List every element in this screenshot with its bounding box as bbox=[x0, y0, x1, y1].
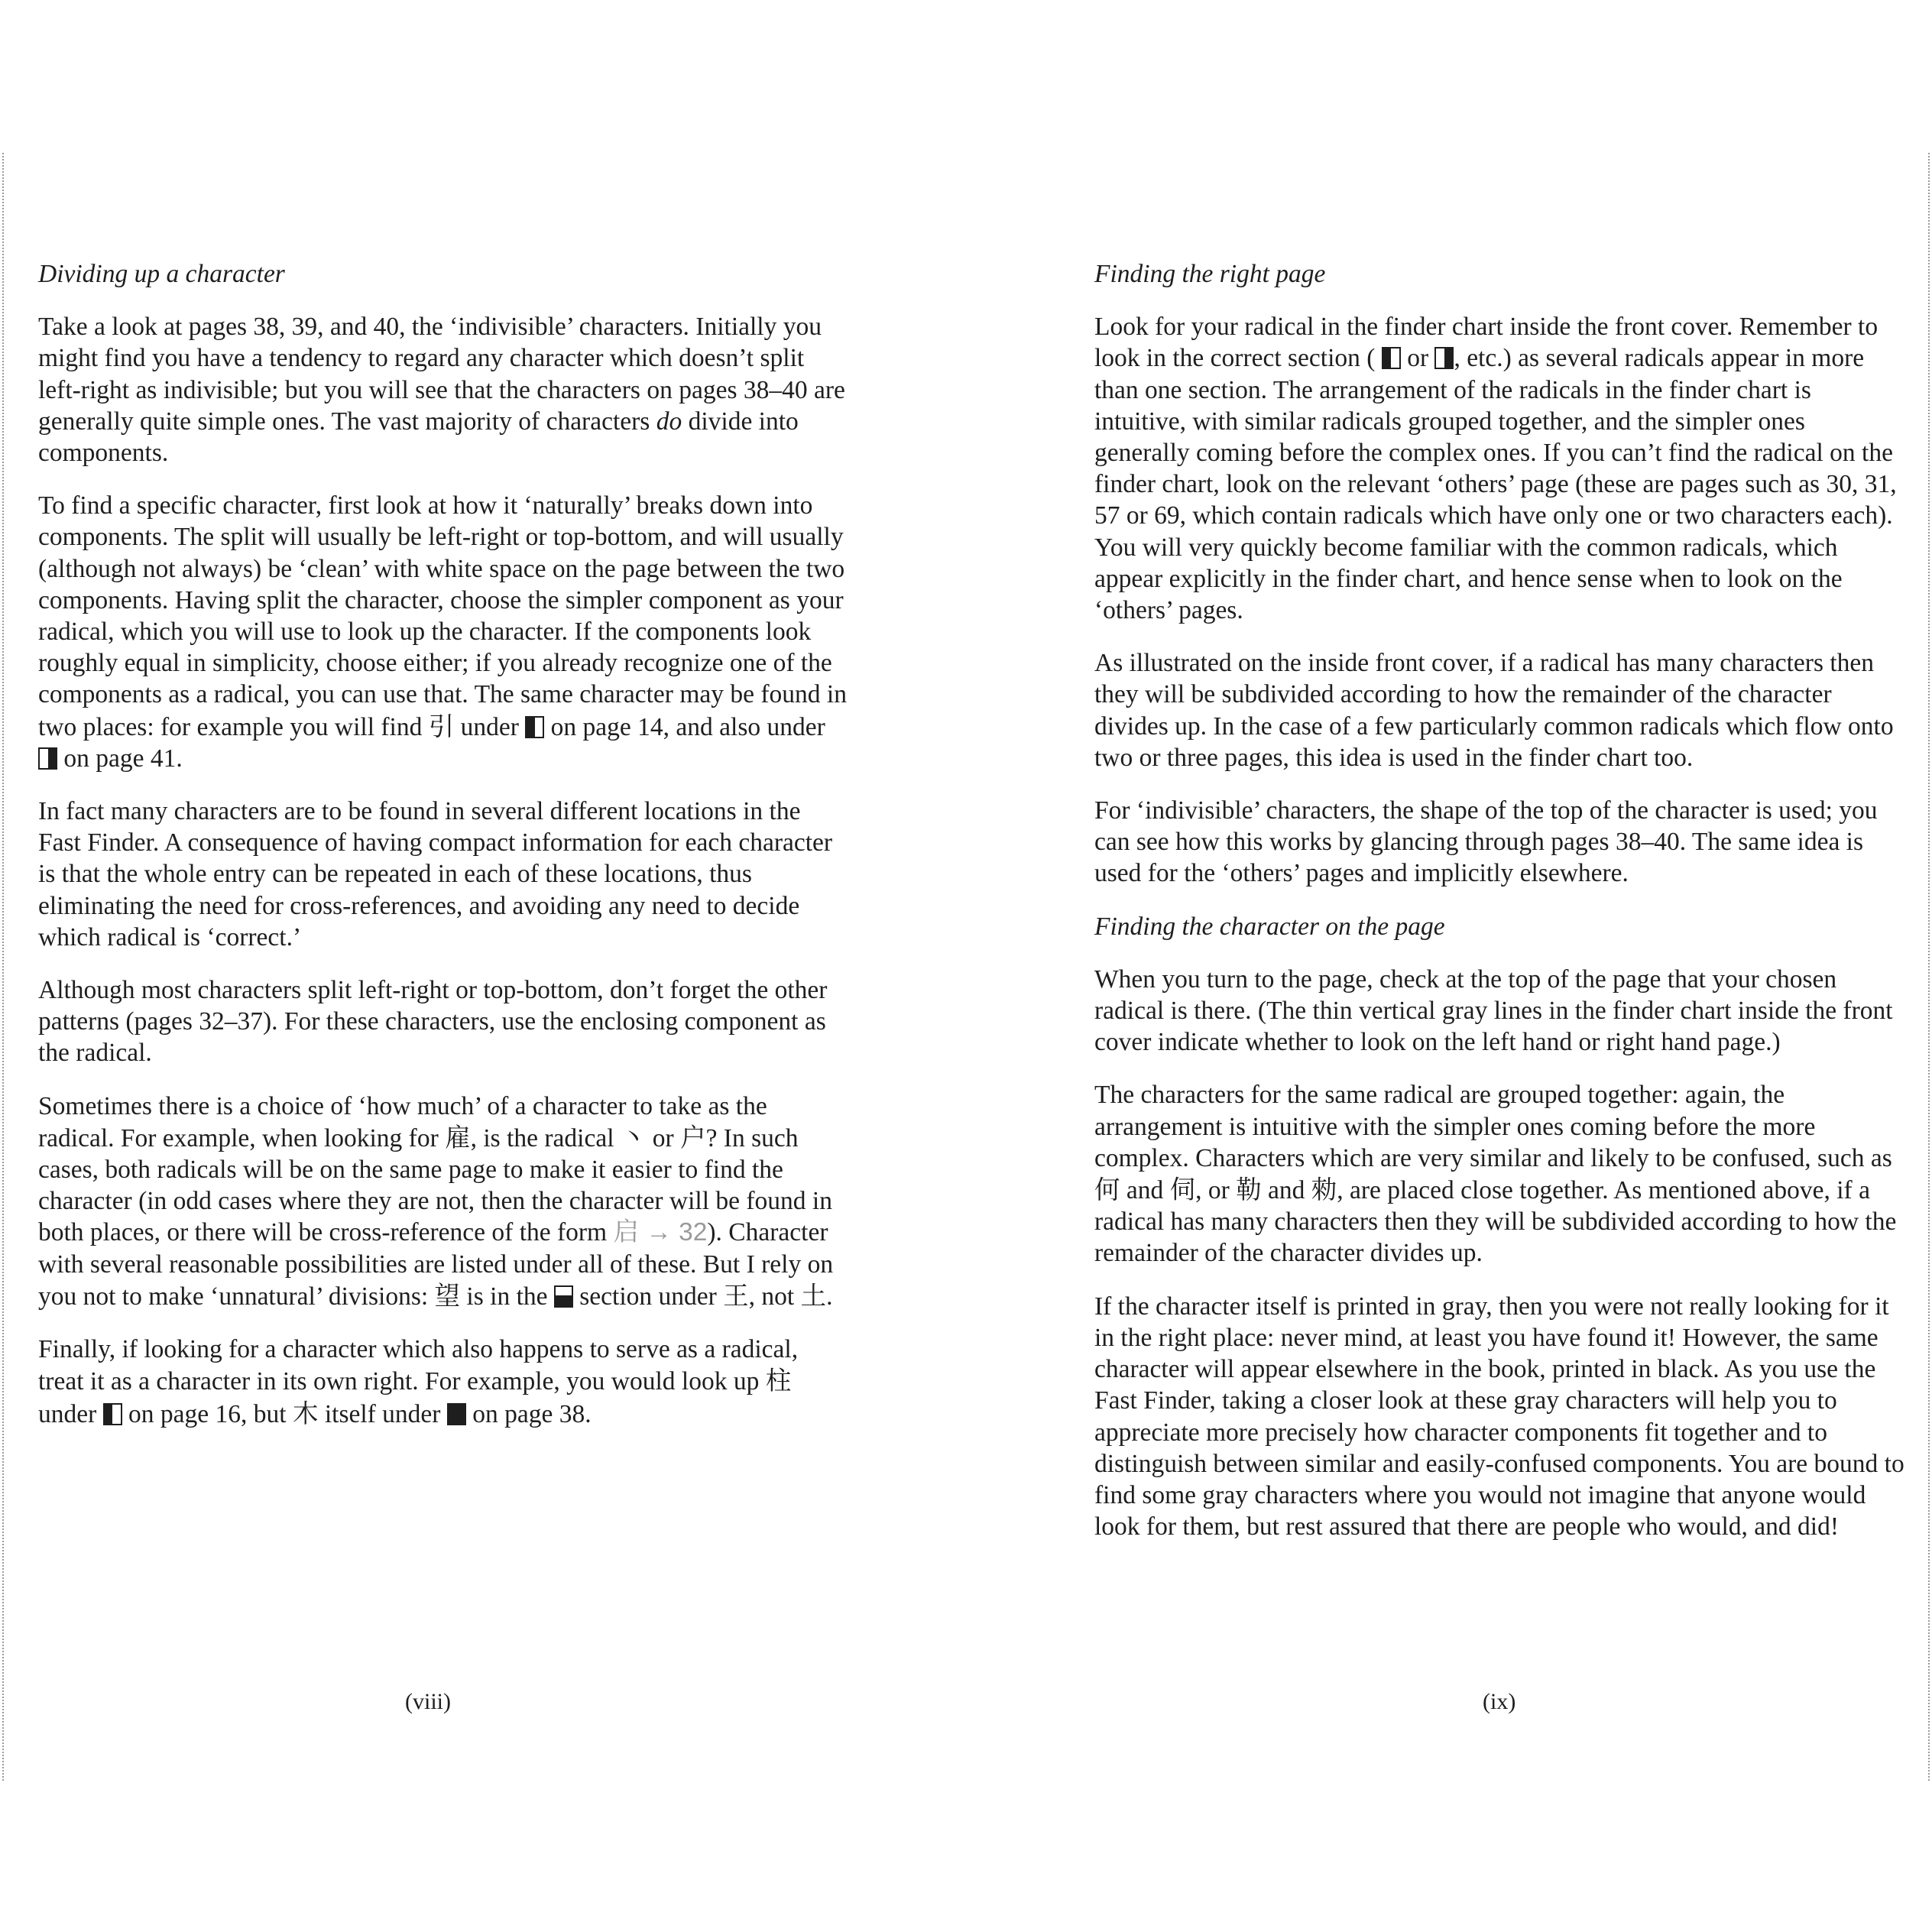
paragraph: As illustrated on the inside front cover, if a radical has many characters then they will be subdivided according to how the remainder of the character divides up. In the case of a few particularly common radicals which flow onto two or three pages, this idea is used in the finder chart too. bbox=[1094, 649, 1894, 772]
bottom-component-icon bbox=[554, 1285, 573, 1308]
right-component-icon bbox=[1434, 347, 1454, 369]
paragraph: The characters for the same radical are grouped together: again, the arrangement is intuitive with the simpler ones coming before the more complex. Characters which are very similar and likely to be confused, such as 何 and 伺, or 勒 and 勑, are placed close together. As mentioned above, if a radical has many characters then they will be subdivided according to how the remainder of the character divides up. bbox=[1094, 1081, 1897, 1268]
indivisible-component-icon bbox=[447, 1403, 466, 1425]
cjk-character: 雇 bbox=[445, 1122, 471, 1152]
cjk-character: 王 bbox=[723, 1280, 749, 1311]
paragraph: When you turn to the page, check at the top of the page that your chosen radical is there. (The thin vertical gray lines in the finder chart inside the front cover indicate whether to look on the left hand or right hand page.) bbox=[1094, 964, 1893, 1057]
paragraph: If the character itself is printed in gray, then you were not really looking for it in the right place: never mind, at least you have found it! However, the same character will appear elsewhere in the book, printed in black. As you use the Fast Finder, taking a closer look at these gray characters will help you to appreciate more precisely how character components fit together and to distinguish between similar and easily-confused components. You are bound to find some gray characters where you would not imagine that anyone would look for them, but rest assured that there are people who would, and did! bbox=[1094, 1292, 1904, 1541]
left-page-edge bbox=[2, 153, 4, 1781]
right-page-column bbox=[1094, 258, 1904, 1564]
section-heading-finding-character: Finding the character on the page bbox=[1094, 912, 1445, 941]
paragraph: To find a specific character, first look at how it ‘naturally’ breaks down into components. The split will usually be left-right or top-bottom, and will usually (although not always) be ‘clean’ with white space on the page between the two components. Having split the character, choose the simpler component as your radical, which you will use to look up the character. If the components look roughly equal in simplicity, choose either; if you already recognize one of the components as a radical, you can use that. The same character may be found in two places: for example you will find 引 under on page 14, and also under on page 41. bbox=[38, 491, 847, 773]
cjk-character: 勒 bbox=[1236, 1175, 1262, 1205]
cjk-character: 户 bbox=[680, 1122, 706, 1152]
left-component-icon bbox=[1382, 347, 1401, 369]
paragraph: Finally, if looking for a character which also happens to serve as a radical, treat it as a character in its own right. For example, you would look up 柱 under on page 16, but 木 itself under on page 38. bbox=[38, 1335, 799, 1428]
section-heading-finding-page: Finding the right page bbox=[1094, 260, 1326, 288]
cjk-character: 木 bbox=[292, 1398, 319, 1428]
cjk-character: 引 bbox=[428, 711, 455, 741]
page-number-left: (viii) bbox=[405, 1689, 451, 1714]
cjk-character: 柱 bbox=[765, 1366, 792, 1396]
cjk-character: 勑 bbox=[1311, 1175, 1337, 1205]
cjk-character: 土 bbox=[800, 1280, 827, 1311]
cjk-character: 何 bbox=[1094, 1175, 1120, 1205]
paragraph: In fact many characters are to be found in several different locations in the Fast Finder. A consequence of having compact information for each character is that the whole entry can be repeated in each of these locations, thus eliminating the need for cross-references, and avoiding any need to decide which radical is ‘correct.’ bbox=[38, 797, 833, 951]
cjk-character: 望 bbox=[434, 1280, 461, 1311]
paragraph: For ‘indivisible’ characters, the shape of the top of the character is used; you can see how this works by glancing through pages 38–40. The same idea is used for the ‘others’ pages and implicitly elsewhere. bbox=[1094, 796, 1878, 888]
left-component-icon bbox=[103, 1403, 122, 1425]
paragraph: Look for your radical in the finder chart inside the front cover. Remember to look in the correct section ( or , etc.) as several radicals appear in more than one section. The arrangement of the radicals in the finder chart is intuitive, with similar radicals grouped together, and the simpler ones generally coming before the complex ones. If you can’t find the radical on the finder chart, look on the relevant ‘others’ page (these are pages such as 30, 31, 57 or 69, which contain radicals which have only one or two characters each). You will very quickly become familiar with the common radicals, which appear explicitly in the finder chart, and hence sense when to look on the ‘others’ pages. bbox=[1094, 313, 1897, 625]
cjk-character: 丶 bbox=[620, 1122, 647, 1152]
cross-reference-example: 启 → 32 bbox=[613, 1218, 708, 1247]
cjk-character: 伺 bbox=[1169, 1175, 1196, 1205]
right-page-edge bbox=[1928, 153, 1930, 1781]
right-component-icon bbox=[38, 747, 57, 770]
paragraph: Although most characters split left-right or top-bottom, don’t forget the other patterns (pages 32–37). For these characters, use the enclosing component as the radical. bbox=[38, 976, 828, 1068]
section-heading-dividing: Dividing up a character bbox=[38, 260, 285, 288]
paragraph: Sometimes there is a choice of ‘how much’ of a character to take as the radical. For example, when looking for 雇, is the radical 丶 or 户? In such cases, both radicals will be on the same page to make it easier to find the character (in odd cases where they are not, then the character will be found in both places, or there will be cross-reference of the form 启 → 32). Character with several reasonable possibilities are listed under all of these. But I rely on you not to make ‘unnatural’ divisions: 望 is in the section under 王, not 土. bbox=[38, 1091, 834, 1311]
left-page-column bbox=[38, 258, 848, 1451]
left-component-icon bbox=[525, 716, 544, 738]
page-number-right: (ix) bbox=[1483, 1689, 1516, 1714]
paragraph: Take a look at pages 38, 39, and 40, the ‘indivisible’ characters. Initially you might find you have a tendency to regard any character which doesn’t split left-right as indivisible; but you will see that the characters on pages 38–40 are generally quite simple ones. The vast majority of characters do divide into components. bbox=[38, 313, 845, 468]
